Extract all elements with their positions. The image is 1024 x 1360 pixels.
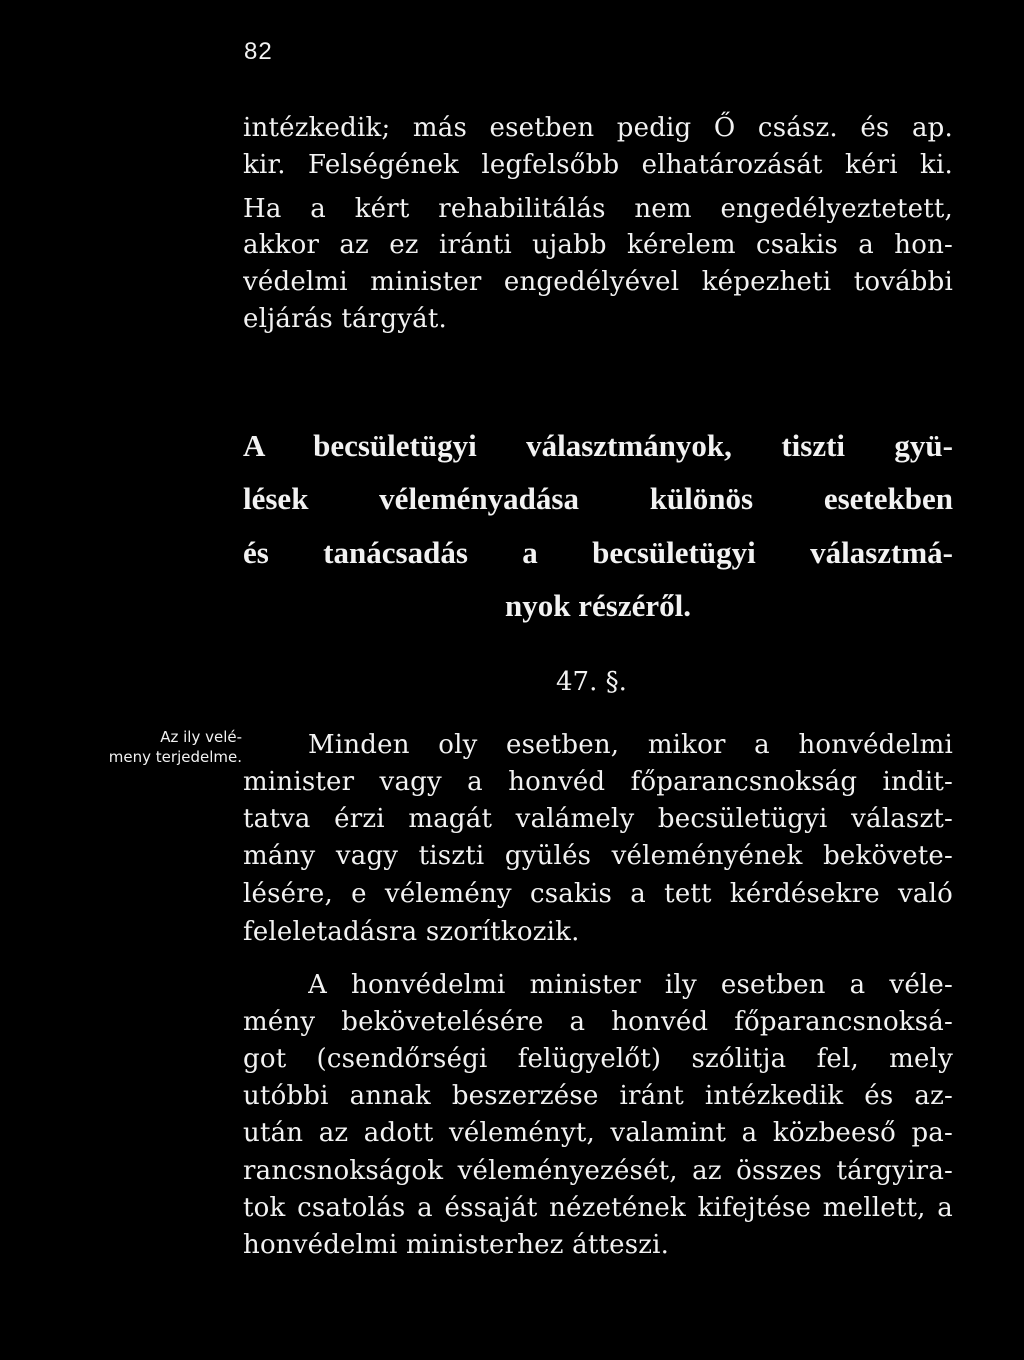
margin-note [62, 727, 242, 767]
text-line: Minden oly esetben, mikor a honvédelmi [308, 730, 953, 760]
text-line: rancsnokságok véleményezését, az összes tárgyira- [243, 1156, 953, 1186]
text-line: utóbbi annak beszerzése iránt intézkedik és az- [243, 1081, 953, 1111]
text-line: akkor az ez iránti ujabb kérelem csakis a hon- [243, 230, 953, 260]
text-line: got (csendőrségi felügyelőt) szólitja fel, mely [243, 1044, 953, 1074]
text-line: intézkedik; más esetben pedig Ő csász. és ap. [243, 113, 953, 143]
text-line: Ha a kért rehabilitálás nem engedélyeztetett, [243, 194, 953, 224]
margin-note-line: meny terjedelme. [108, 748, 242, 766]
text-line: védelmi minister engedélyével képezheti további [243, 267, 953, 297]
text-line: lésére, e vélemény csakis a tett kérdésekre való [243, 879, 953, 909]
text-line: A honvédelmi minister ily esetben a véle- [308, 970, 953, 1000]
text-line: mény bekövetelésére a honvéd főparancsnoksá- [243, 1007, 953, 1037]
text-line: mány vagy tiszti gyülés véleményének bekövete- [243, 841, 953, 871]
margin-note-line: Az ily velé- [160, 728, 242, 746]
text-line: tatva érzi magát valámely becsületügyi választ- [243, 804, 953, 834]
text-line: eljárás tárgyát. [243, 304, 447, 334]
text-line: kir. Felségének legfelsőbb elhatározását kéri ki. [243, 150, 953, 180]
text-line: feleletadásra szorítkozik. [243, 917, 580, 947]
text-line: után az adott véleményt, valamint a közbeeső pa- [243, 1118, 953, 1148]
text-line: minister vagy a honvéd főparancsnokság indit- [243, 767, 953, 797]
section-number: 47. §. [556, 667, 627, 697]
text-line: tok csatolás a éssaját nézetének kifejtése mellett, a [243, 1193, 953, 1223]
text-line: honvédelmi ministerhez átteszi. [243, 1230, 670, 1260]
heading-line: nyok részéről. [505, 588, 691, 623]
heading-line: és tanácsadás a becsületügyi választmá- [243, 535, 953, 570]
heading-line: A becsületügyi választmányok, tiszti gyü- [243, 428, 953, 463]
heading-line: lések véleményadása különös esetekben [243, 481, 953, 516]
page-number: 82 [244, 38, 273, 65]
